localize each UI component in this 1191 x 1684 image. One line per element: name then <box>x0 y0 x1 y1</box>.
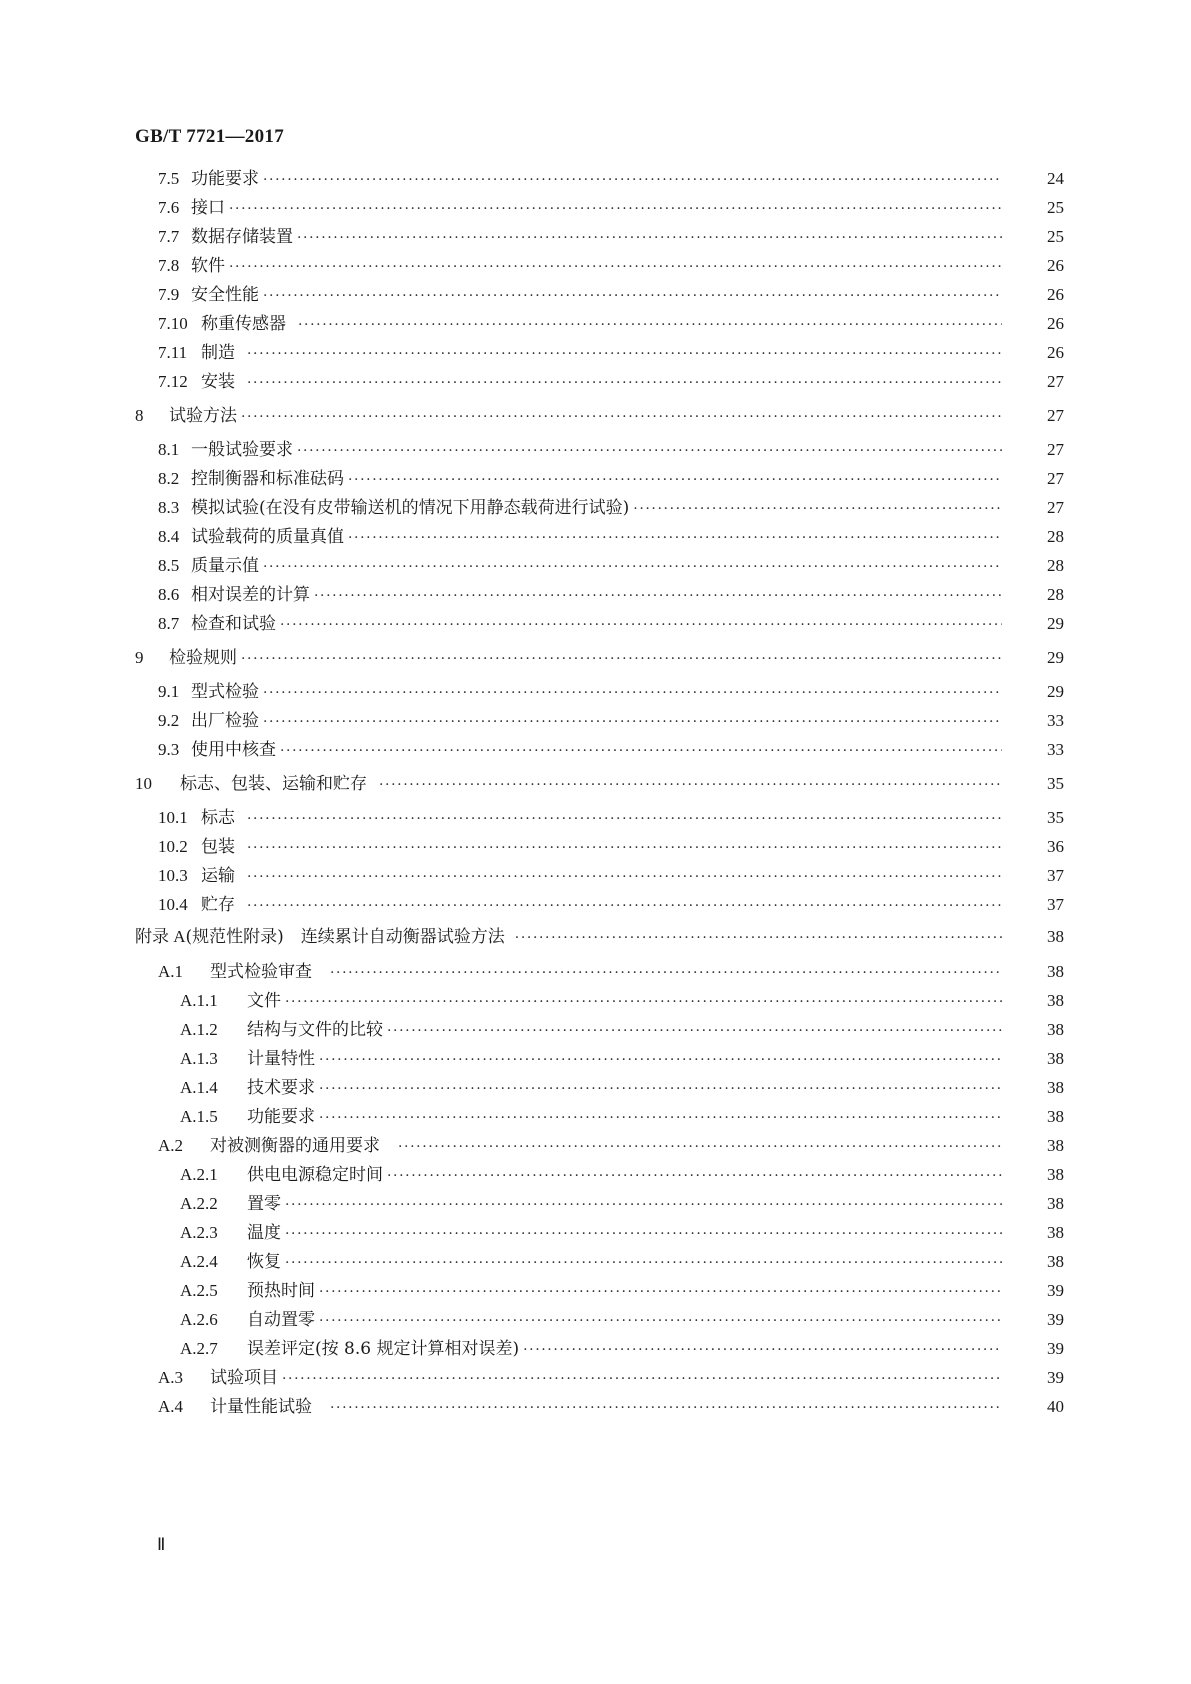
toc-page-number: 38 <box>1047 1136 1064 1155</box>
toc-page-number: 38 <box>1047 1049 1064 1068</box>
toc-title: 模拟试验(在没有皮带输送机的情况下用静态载荷进行试验) <box>191 498 630 518</box>
toc-page-number: 26 <box>1047 314 1064 333</box>
toc-entry-a-1-1[interactable] <box>0 989 1191 1013</box>
toc-number: 10.4 <box>158 895 188 914</box>
toc-title: 安装 <box>201 372 235 392</box>
toc-title: 试验方法 <box>169 406 237 426</box>
toc-entry-7-6[interactable] <box>0 196 1191 220</box>
dot-leader <box>330 961 1002 985</box>
toc-title: 误差评定(按 8.6 规定计算相对误差) <box>247 1339 520 1359</box>
dot-leader <box>241 647 1002 671</box>
toc-title: 文件 <box>247 991 281 1011</box>
toc-entry-a-2-1[interactable] <box>0 1163 1191 1187</box>
toc-title: 数据存储装置 <box>191 227 293 247</box>
toc-page-number: 29 <box>1047 682 1064 701</box>
toc-page-number: 28 <box>1047 585 1064 604</box>
toc-title: 软件 <box>191 256 225 276</box>
dot-leader <box>285 990 1002 1014</box>
dot-leader <box>633 497 1002 521</box>
toc-title: 包装 <box>201 837 235 857</box>
toc-page-number: 38 <box>1047 1107 1064 1126</box>
toc-page-number: 38 <box>1047 1165 1064 1184</box>
dot-leader <box>330 1396 1002 1420</box>
toc-number: 10.2 <box>158 837 188 856</box>
toc-title: 型式检验 <box>191 682 259 702</box>
toc-page-number: 35 <box>1047 808 1064 827</box>
toc-number: A.2.1 <box>180 1165 218 1184</box>
toc-entry-a-1-2[interactable] <box>0 1018 1191 1042</box>
toc-entry-8-4[interactable] <box>0 525 1191 549</box>
toc-title: 使用中核查 <box>191 740 276 760</box>
toc-title: 出厂检验 <box>191 711 259 731</box>
toc-title: 技术要求 <box>247 1078 315 1098</box>
toc-entry-8-3[interactable] <box>0 496 1191 520</box>
toc-page-number: 37 <box>1047 895 1064 914</box>
toc-entry-a-2-3[interactable] <box>0 1221 1191 1245</box>
toc-number: 7.11 <box>158 343 188 362</box>
toc-entry-a-1-5[interactable] <box>0 1105 1191 1129</box>
toc-entry-10-4[interactable] <box>0 893 1191 917</box>
toc-title: 供电电源稳定时间 <box>247 1165 383 1185</box>
toc-number: 10.3 <box>158 866 188 885</box>
toc-page-number: 27 <box>1047 406 1064 425</box>
dot-leader <box>229 255 1002 279</box>
toc-page-number: 27 <box>1047 498 1064 517</box>
dot-leader <box>285 1222 1002 1246</box>
toc-number: 10.1 <box>158 808 188 827</box>
dot-leader <box>247 371 1002 395</box>
toc-title: 试验载荷的质量真值 <box>191 527 344 547</box>
dot-leader <box>263 168 1002 192</box>
toc-page-number: 38 <box>1047 1252 1064 1271</box>
toc-entry-7-9[interactable] <box>0 283 1191 307</box>
dot-leader <box>515 926 1002 950</box>
dot-leader <box>247 807 1002 831</box>
toc-page-number: 25 <box>1047 198 1064 217</box>
toc-number: A.2.5 <box>180 1281 218 1300</box>
toc-entry-a-1-4[interactable] <box>0 1076 1191 1100</box>
toc-entry-7-7[interactable] <box>0 225 1191 249</box>
toc-title: 质量示值 <box>191 556 259 576</box>
toc-entry-8-7[interactable] <box>0 612 1191 636</box>
dot-leader <box>263 710 1002 734</box>
toc-number: A.2.2 <box>180 1194 218 1213</box>
toc-page-number: 38 <box>1047 1020 1064 1039</box>
toc-title: 预热时间 <box>247 1281 315 1301</box>
toc-entry-8-6[interactable] <box>0 583 1191 607</box>
toc-entry-7-12[interactable] <box>0 370 1191 394</box>
toc-title: 功能要求 <box>191 169 259 189</box>
toc-number: 7.6 <box>158 198 180 217</box>
toc-number: 7.10 <box>158 314 188 333</box>
toc-number: 7.9 <box>158 285 180 304</box>
toc-title: 检查和试验 <box>191 614 276 634</box>
toc-page-number: 39 <box>1047 1368 1064 1387</box>
toc-number: A.3 <box>158 1368 184 1387</box>
dot-leader <box>285 1251 1002 1275</box>
toc-entry-7-5[interactable] <box>0 167 1191 191</box>
toc-number: A.2.6 <box>180 1310 218 1329</box>
toc-number: A.1.2 <box>180 1020 218 1039</box>
toc-entry-10-3[interactable] <box>0 864 1191 888</box>
toc-entry-a-2-7[interactable] <box>0 1337 1191 1361</box>
toc-page-number: 39 <box>1047 1281 1064 1300</box>
toc-entry-a-2-5[interactable] <box>0 1279 1191 1303</box>
dot-leader <box>379 773 1002 797</box>
dot-leader <box>387 1019 1002 1043</box>
toc-page-number: 39 <box>1047 1310 1064 1329</box>
toc-page-number: 28 <box>1047 527 1064 546</box>
toc-page-number: 27 <box>1047 469 1064 488</box>
dot-leader <box>387 1164 1002 1188</box>
dot-leader <box>319 1048 1002 1072</box>
dot-leader <box>280 613 1002 637</box>
toc-page-number: 27 <box>1047 440 1064 459</box>
toc-number: 9 <box>135 648 144 667</box>
toc-number: A.4 <box>158 1397 184 1416</box>
dot-leader <box>348 526 1002 550</box>
toc-page-number: 33 <box>1047 711 1064 730</box>
toc-title: 温度 <box>247 1223 281 1243</box>
toc-page-number: 38 <box>1047 1078 1064 1097</box>
toc-number: A.1.4 <box>180 1078 218 1097</box>
toc-title: 运输 <box>201 866 235 886</box>
toc-number: 7.5 <box>158 169 180 188</box>
toc-number: 10 <box>135 774 152 793</box>
dot-leader <box>319 1077 1002 1101</box>
dot-leader <box>247 865 1002 889</box>
toc-entry-a-1[interactable] <box>0 960 1191 984</box>
toc-page-number: 38 <box>1047 1223 1064 1242</box>
toc-entry-9-3[interactable] <box>0 738 1191 762</box>
toc-number: A.2 <box>158 1136 184 1155</box>
toc-title: 自动置零 <box>247 1310 315 1330</box>
dot-leader <box>241 405 1002 429</box>
toc-number: 7.12 <box>158 372 188 391</box>
toc-entry-8-5[interactable] <box>0 554 1191 578</box>
toc-number: A.1 <box>158 962 184 981</box>
dot-leader <box>348 468 1002 492</box>
toc-number: 8.5 <box>158 556 180 575</box>
toc-page-number: 28 <box>1047 556 1064 575</box>
dot-leader <box>297 226 1002 250</box>
toc-title: (规范性附录) 连续累计自动衡器试验方法 <box>185 927 505 947</box>
toc-title: 型式检验审查 <box>210 962 312 982</box>
toc-number: 附录 A <box>135 927 186 946</box>
document-header-code: GB/T 7721—2017 <box>135 126 285 147</box>
toc-entry-9-1[interactable] <box>0 680 1191 704</box>
toc-title: 一般试验要求 <box>191 440 293 460</box>
toc-page-number: 29 <box>1047 614 1064 633</box>
dot-leader <box>319 1106 1002 1130</box>
toc-entry-a-2-4[interactable] <box>0 1250 1191 1274</box>
toc-title: 控制衡器和标准砝码 <box>191 469 344 489</box>
dot-leader <box>247 342 1002 366</box>
dot-leader <box>523 1338 1002 1362</box>
toc-entry-8-1[interactable] <box>0 438 1191 462</box>
toc-number: A.1.3 <box>180 1049 218 1068</box>
toc-entry-8-2[interactable] <box>0 467 1191 491</box>
toc-entry-7-8[interactable] <box>0 254 1191 278</box>
toc-page-number: 38 <box>1047 962 1064 981</box>
toc-number: 8.1 <box>158 440 180 459</box>
dot-leader <box>229 197 1002 221</box>
toc-page-number: 26 <box>1047 285 1064 304</box>
toc-number: A.2.7 <box>180 1339 218 1358</box>
toc-entry-a-2-6[interactable] <box>0 1308 1191 1332</box>
toc-title: 计量性能试验 <box>210 1397 312 1417</box>
dot-leader <box>319 1309 1002 1333</box>
dot-leader <box>398 1135 1002 1159</box>
toc-page-number: 29 <box>1047 648 1064 667</box>
toc-page-number: 37 <box>1047 866 1064 885</box>
dot-leader <box>297 439 1002 463</box>
toc-number: 8.3 <box>158 498 180 517</box>
dot-leader <box>314 584 1002 608</box>
toc-number: 8.7 <box>158 614 180 633</box>
toc-entry-appendix-a[interactable] <box>0 925 1191 949</box>
toc-title: 对被测衡器的通用要求 <box>210 1136 380 1156</box>
toc-entry-a-4[interactable] <box>0 1395 1191 1419</box>
toc-number: 8.6 <box>158 585 180 604</box>
toc-entry-10-2[interactable] <box>0 835 1191 859</box>
toc-title: 标志、包装、运输和贮存 <box>180 774 367 794</box>
toc-page-number: 38 <box>1047 991 1064 1010</box>
toc-entry-10-1[interactable] <box>0 806 1191 830</box>
toc-title: 相对误差的计算 <box>191 585 310 605</box>
toc-number: 8 <box>135 406 144 425</box>
toc-entry-9-2[interactable] <box>0 709 1191 733</box>
dot-leader <box>247 836 1002 860</box>
toc-page-number: 36 <box>1047 837 1064 856</box>
dot-leader <box>280 739 1002 763</box>
toc-number: 7.8 <box>158 256 180 275</box>
toc-page-number: 35 <box>1047 774 1064 793</box>
toc-title: 试验项目 <box>210 1368 278 1388</box>
toc-page-number: 25 <box>1047 227 1064 246</box>
dot-leader <box>298 313 1002 337</box>
toc-title: 接口 <box>191 198 225 218</box>
toc-number: 9.1 <box>158 682 180 701</box>
toc-page-number: 26 <box>1047 343 1064 362</box>
toc-page-number: 24 <box>1047 169 1064 188</box>
toc-page-number: 38 <box>1047 927 1064 946</box>
toc-number: A.2.4 <box>180 1252 218 1271</box>
dot-leader <box>285 1193 1002 1217</box>
toc-title: 标志 <box>201 808 235 828</box>
toc-page-number: 27 <box>1047 372 1064 391</box>
toc-entry-9[interactable] <box>0 646 1191 670</box>
dot-leader <box>263 284 1002 308</box>
toc-entry-a-3[interactable] <box>0 1366 1191 1390</box>
dot-leader <box>263 555 1002 579</box>
toc-number: 9.3 <box>158 740 180 759</box>
toc-entry-a-1-3[interactable] <box>0 1047 1191 1071</box>
toc-title: 检验规则 <box>169 648 237 668</box>
toc-number: 9.2 <box>158 711 180 730</box>
toc-page-number: 26 <box>1047 256 1064 275</box>
toc-title: 制造 <box>201 343 235 363</box>
toc-title: 安全性能 <box>191 285 259 305</box>
toc-page-number: 38 <box>1047 1194 1064 1213</box>
toc-entry-10[interactable] <box>0 772 1191 796</box>
dot-leader <box>282 1367 1002 1391</box>
toc-number: A.2.3 <box>180 1223 218 1242</box>
toc-entry-8[interactable] <box>0 404 1191 428</box>
toc-page-number: 39 <box>1047 1339 1064 1358</box>
toc-number: 8.2 <box>158 469 180 488</box>
toc-number: A.1.1 <box>180 991 218 1010</box>
toc-entry-7-11[interactable] <box>0 341 1191 365</box>
toc-title: 置零 <box>247 1194 281 1214</box>
toc-title: 贮存 <box>201 895 235 915</box>
toc-title: 恢复 <box>247 1252 281 1272</box>
toc-page-number: 40 <box>1047 1397 1064 1416</box>
toc-number: 8.4 <box>158 527 180 546</box>
toc-number: 7.7 <box>158 227 180 246</box>
toc-title: 结构与文件的比较 <box>247 1020 383 1040</box>
dot-leader <box>319 1280 1002 1304</box>
page-number-footer: Ⅱ <box>157 1535 166 1554</box>
toc-title: 功能要求 <box>247 1107 315 1127</box>
toc-page-number: 33 <box>1047 740 1064 759</box>
dot-leader <box>247 894 1002 918</box>
toc-title: 称重传感器 <box>201 314 286 334</box>
toc-title: 计量特性 <box>247 1049 315 1069</box>
toc-number: A.1.5 <box>180 1107 218 1126</box>
dot-leader <box>263 681 1002 705</box>
toc-entry-a-2[interactable] <box>0 1134 1191 1158</box>
toc-entry-7-10[interactable] <box>0 312 1191 336</box>
toc-entry-a-2-2[interactable] <box>0 1192 1191 1216</box>
